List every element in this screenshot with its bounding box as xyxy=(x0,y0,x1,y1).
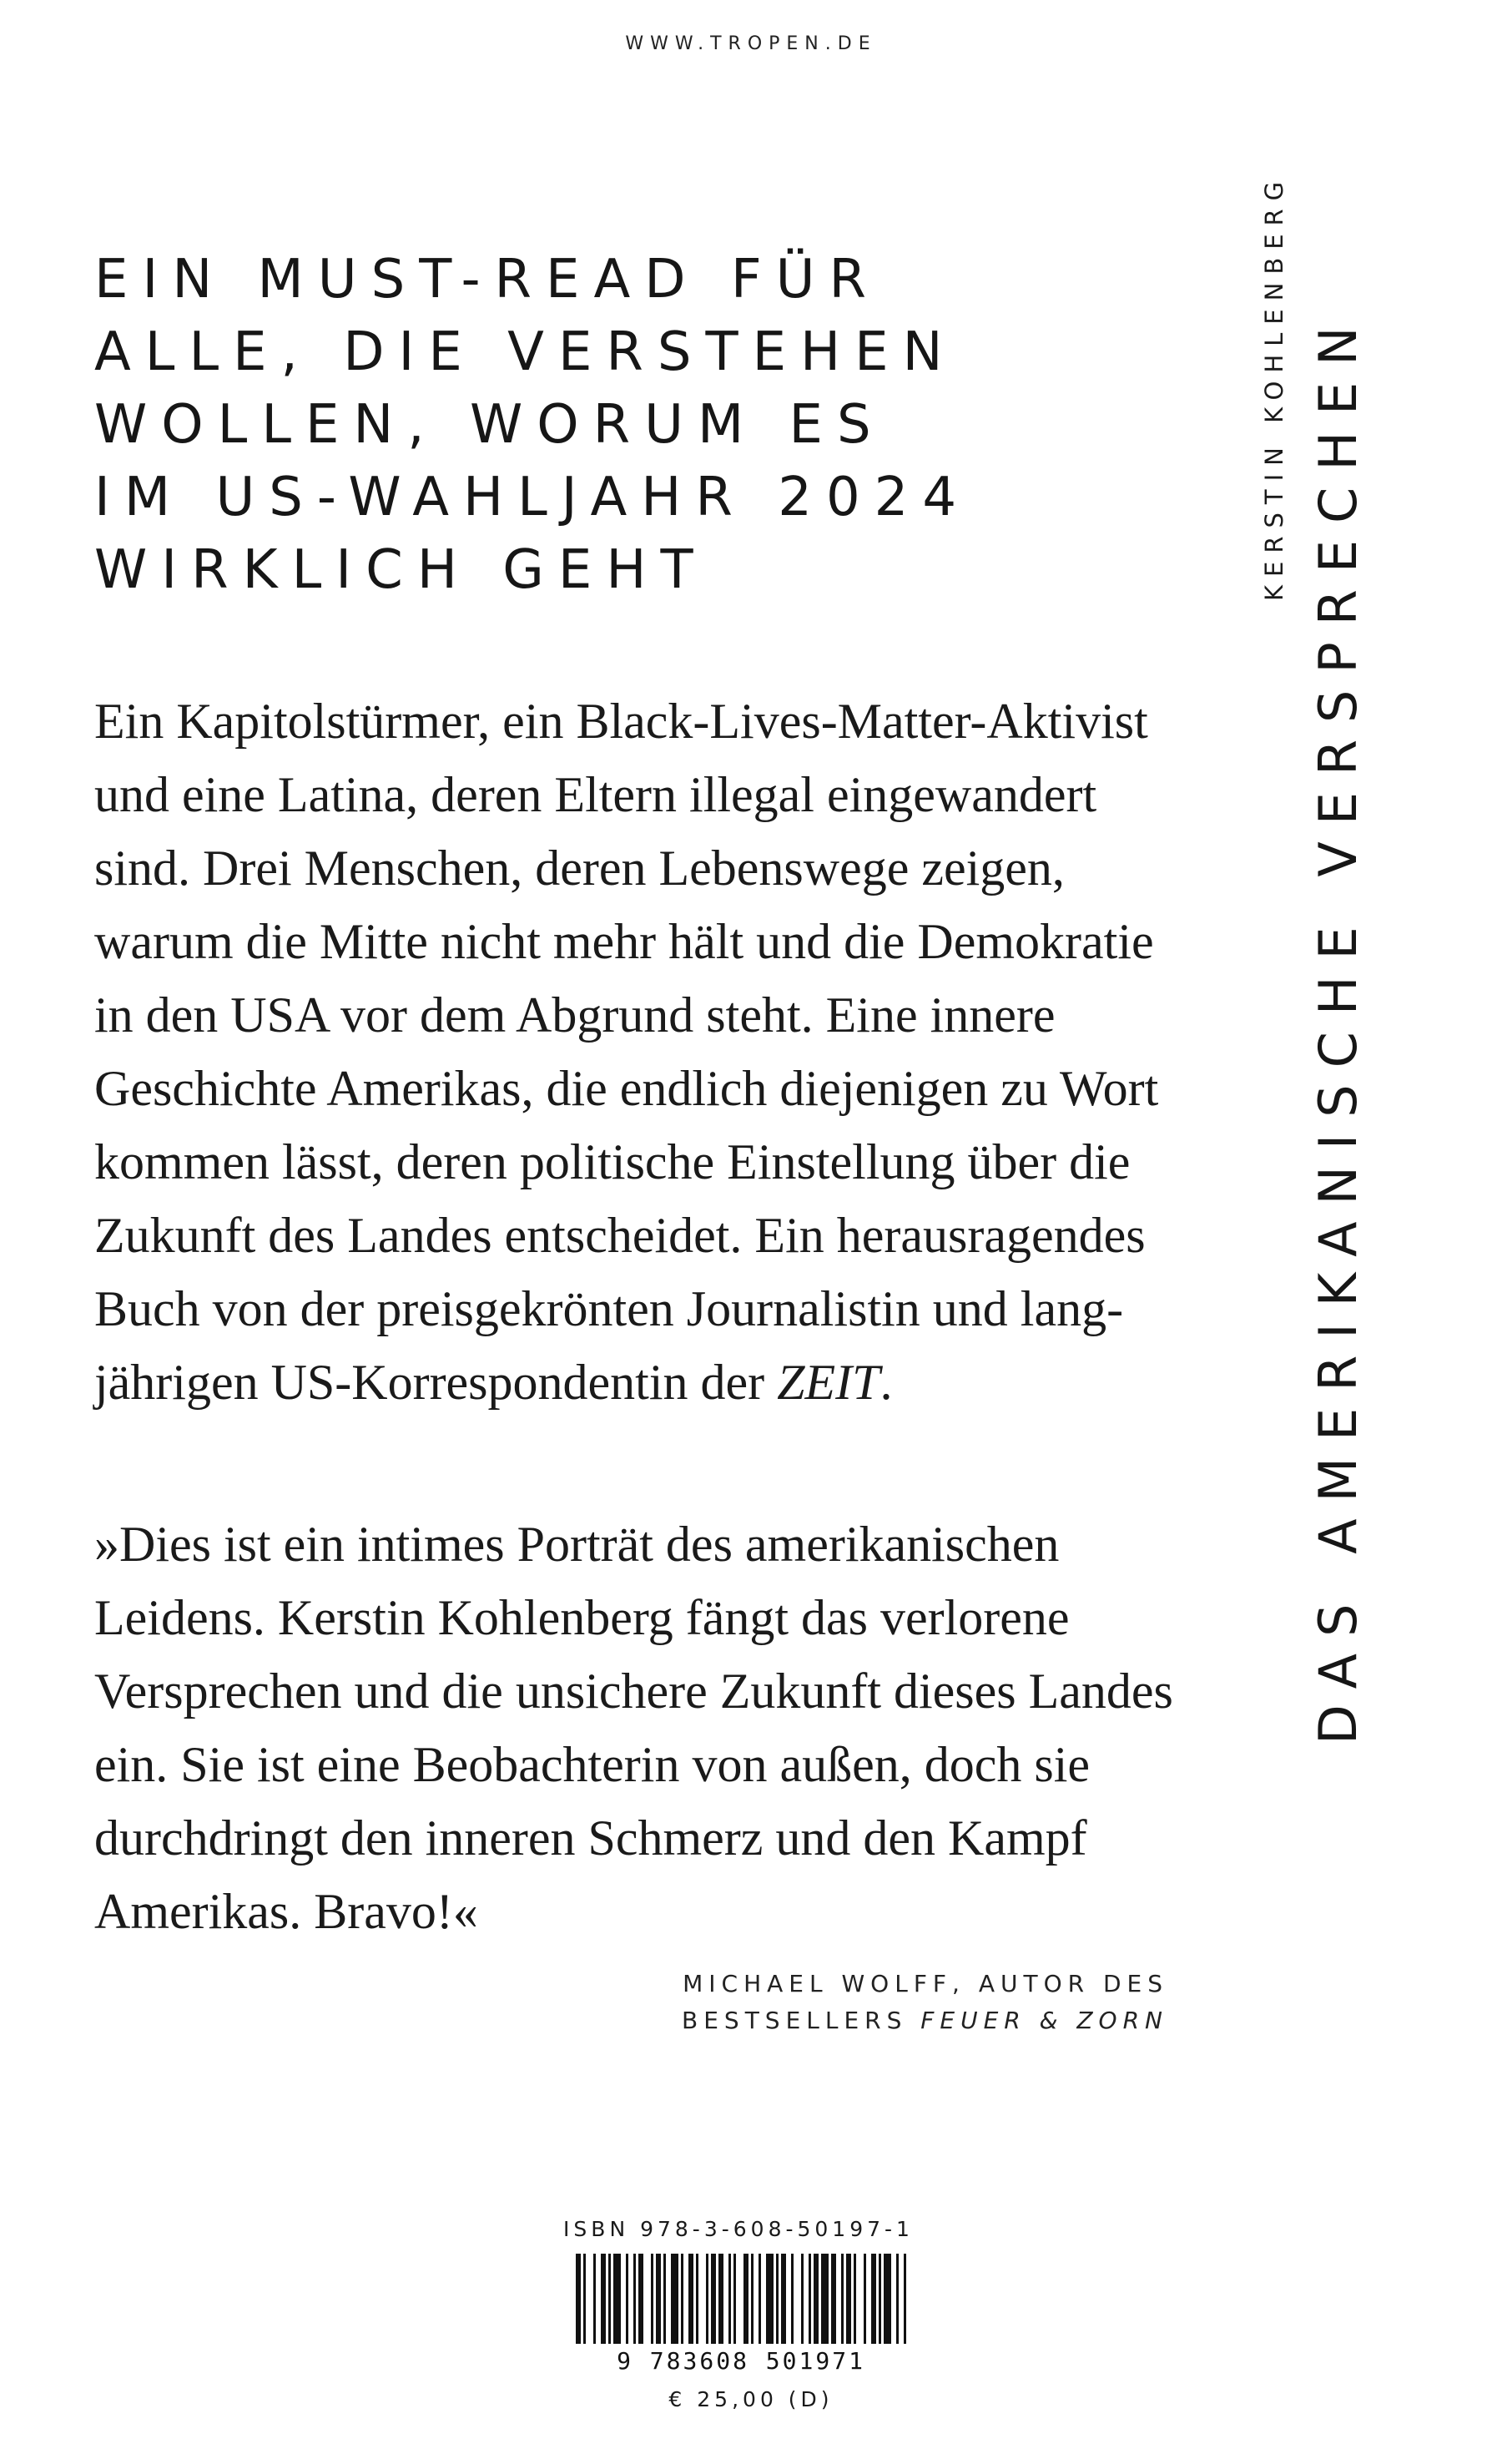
blurb-line: warum die Mitte nicht mehr hält und die Demokratie xyxy=(94,914,1154,969)
attribution-prefix: BESTSELLERS xyxy=(682,2007,921,2034)
blurb-line: Ein Kapitolstürmer, ein Black-Lives-Matter-Aktivist xyxy=(94,694,1148,749)
spine-author: KERSTIN KOHLENBERG xyxy=(1260,173,1288,601)
barcode-bar xyxy=(601,2254,606,2344)
barcode-bar xyxy=(638,2254,643,2344)
barcode-bar xyxy=(706,2254,708,2344)
barcode-bar xyxy=(633,2254,636,2344)
attribution-line2 xyxy=(682,2002,1168,2039)
barcode-bar xyxy=(696,2254,698,2344)
blurb-last-prefix: jährigen US-Korrespondentin der xyxy=(94,1355,778,1410)
blurb-line: Buch von der preisgekrönten Journalistin und lang- xyxy=(94,1281,1124,1336)
book-title: FEUER & ZORN xyxy=(920,2007,1168,2034)
barcode-bar xyxy=(651,2254,653,2344)
barcode-bar xyxy=(791,2254,794,2344)
barcode-bar xyxy=(613,2254,621,2344)
barcode-digits: 9 783608 501971 xyxy=(617,2347,865,2375)
quote-line: »Dies ist ein intimes Porträt des amerikanischen xyxy=(94,1517,1060,1572)
barcode-bar xyxy=(879,2254,881,2344)
quote-line: Leidens. Kerstin Kohlenberg fängt das verlorene xyxy=(94,1590,1070,1645)
headline-line: WIRKLICH GEHT xyxy=(94,539,708,601)
barcode-bar xyxy=(583,2254,586,2344)
blurb-line-last xyxy=(94,1346,1162,1419)
quote-attribution xyxy=(682,1966,1168,2039)
quote-line: Amerikas. Bravo!« xyxy=(94,1884,478,1939)
blurb-text xyxy=(94,684,1162,1419)
barcode-bar xyxy=(904,2254,906,2344)
blurb-line: sind. Drei Menschen, deren Lebenswege zeigen, xyxy=(94,841,1065,896)
blurb-line: in den USA vor dem Abgrund steht. Eine innere xyxy=(94,987,1056,1043)
blurb-line: kommen lässt, deren politische Einstellung über die xyxy=(94,1134,1131,1189)
barcode-bar xyxy=(871,2254,876,2344)
barcode-bar xyxy=(751,2254,754,2344)
barcode-bar xyxy=(593,2254,596,2344)
barcode-bar xyxy=(766,2254,774,2344)
blurb-last-suffix: . xyxy=(880,1355,893,1410)
price: € 25,00 (D) xyxy=(668,2387,834,2411)
barcode-bar xyxy=(814,2254,819,2344)
newspaper-title: ZEIT xyxy=(777,1355,880,1410)
barcode-bar xyxy=(608,2254,611,2344)
barcode-bar xyxy=(626,2254,628,2344)
barcode-bar xyxy=(831,2254,836,2344)
isbn-label: ISBN 978-3-608-50197-1 xyxy=(563,2217,914,2241)
barcode-bar xyxy=(854,2254,856,2344)
barcode-bar xyxy=(663,2254,666,2344)
review-quote xyxy=(94,1507,1179,1948)
barcode-bar xyxy=(896,2254,899,2344)
barcode-bar xyxy=(884,2254,891,2344)
barcode-bar xyxy=(781,2254,786,2344)
barcode-bar xyxy=(576,2254,581,2344)
barcode-bar xyxy=(864,2254,866,2344)
barcode-bar xyxy=(841,2254,844,2344)
publisher-website: WWW.TROPEN.DE xyxy=(625,33,877,54)
barcode-bar xyxy=(759,2254,761,2344)
barcode-bar xyxy=(681,2254,683,2344)
headline-line: IM US-WAHLJAHR 2024 xyxy=(94,467,971,528)
quote-line: Versprechen und die unsichere Zukunft dieses Landes xyxy=(94,1664,1173,1719)
barcode xyxy=(574,2254,908,2344)
barcode-bar xyxy=(688,2254,693,2344)
barcode-bar xyxy=(821,2254,829,2344)
barcode-bar xyxy=(801,2254,804,2344)
headline xyxy=(94,244,1162,607)
barcode-bar xyxy=(671,2254,678,2344)
barcode-bar xyxy=(656,2254,661,2344)
blurb-line: und eine Latina, deren Eltern illegal eingewandert xyxy=(94,767,1097,822)
headline-line: ALLE, DIE VERSTEHEN xyxy=(94,321,957,383)
barcode-bar xyxy=(743,2254,748,2344)
barcode-bar xyxy=(718,2254,723,2344)
barcode-bar xyxy=(711,2254,716,2344)
barcode-bar xyxy=(846,2254,851,2344)
quote-line: ein. Sie ist eine Beobachterin von außen, doch sie xyxy=(94,1737,1090,1792)
barcode-bar xyxy=(776,2254,779,2344)
blurb-line: Geschichte Amerikas, die endlich diejenigen zu Wort xyxy=(94,1061,1159,1116)
barcode-bar xyxy=(809,2254,811,2344)
attribution-line1: MICHAEL WOLFF, AUTOR DES xyxy=(683,1970,1168,1997)
spine-title: DAS AMERIKANISCHE VERSPRECHEN xyxy=(1308,310,1368,1744)
quote-line: durchdringt den inneren Schmerz und den Kampf xyxy=(94,1810,1087,1866)
barcode-bar xyxy=(733,2254,736,2344)
headline-line: WOLLEN, WORUM ES xyxy=(94,394,885,456)
blurb-line: Zukunft des Landes entscheidet. Ein herausragendes xyxy=(94,1208,1146,1263)
barcode-bar xyxy=(728,2254,731,2344)
headline-line: EIN MUST-READ FÜR xyxy=(94,249,880,311)
